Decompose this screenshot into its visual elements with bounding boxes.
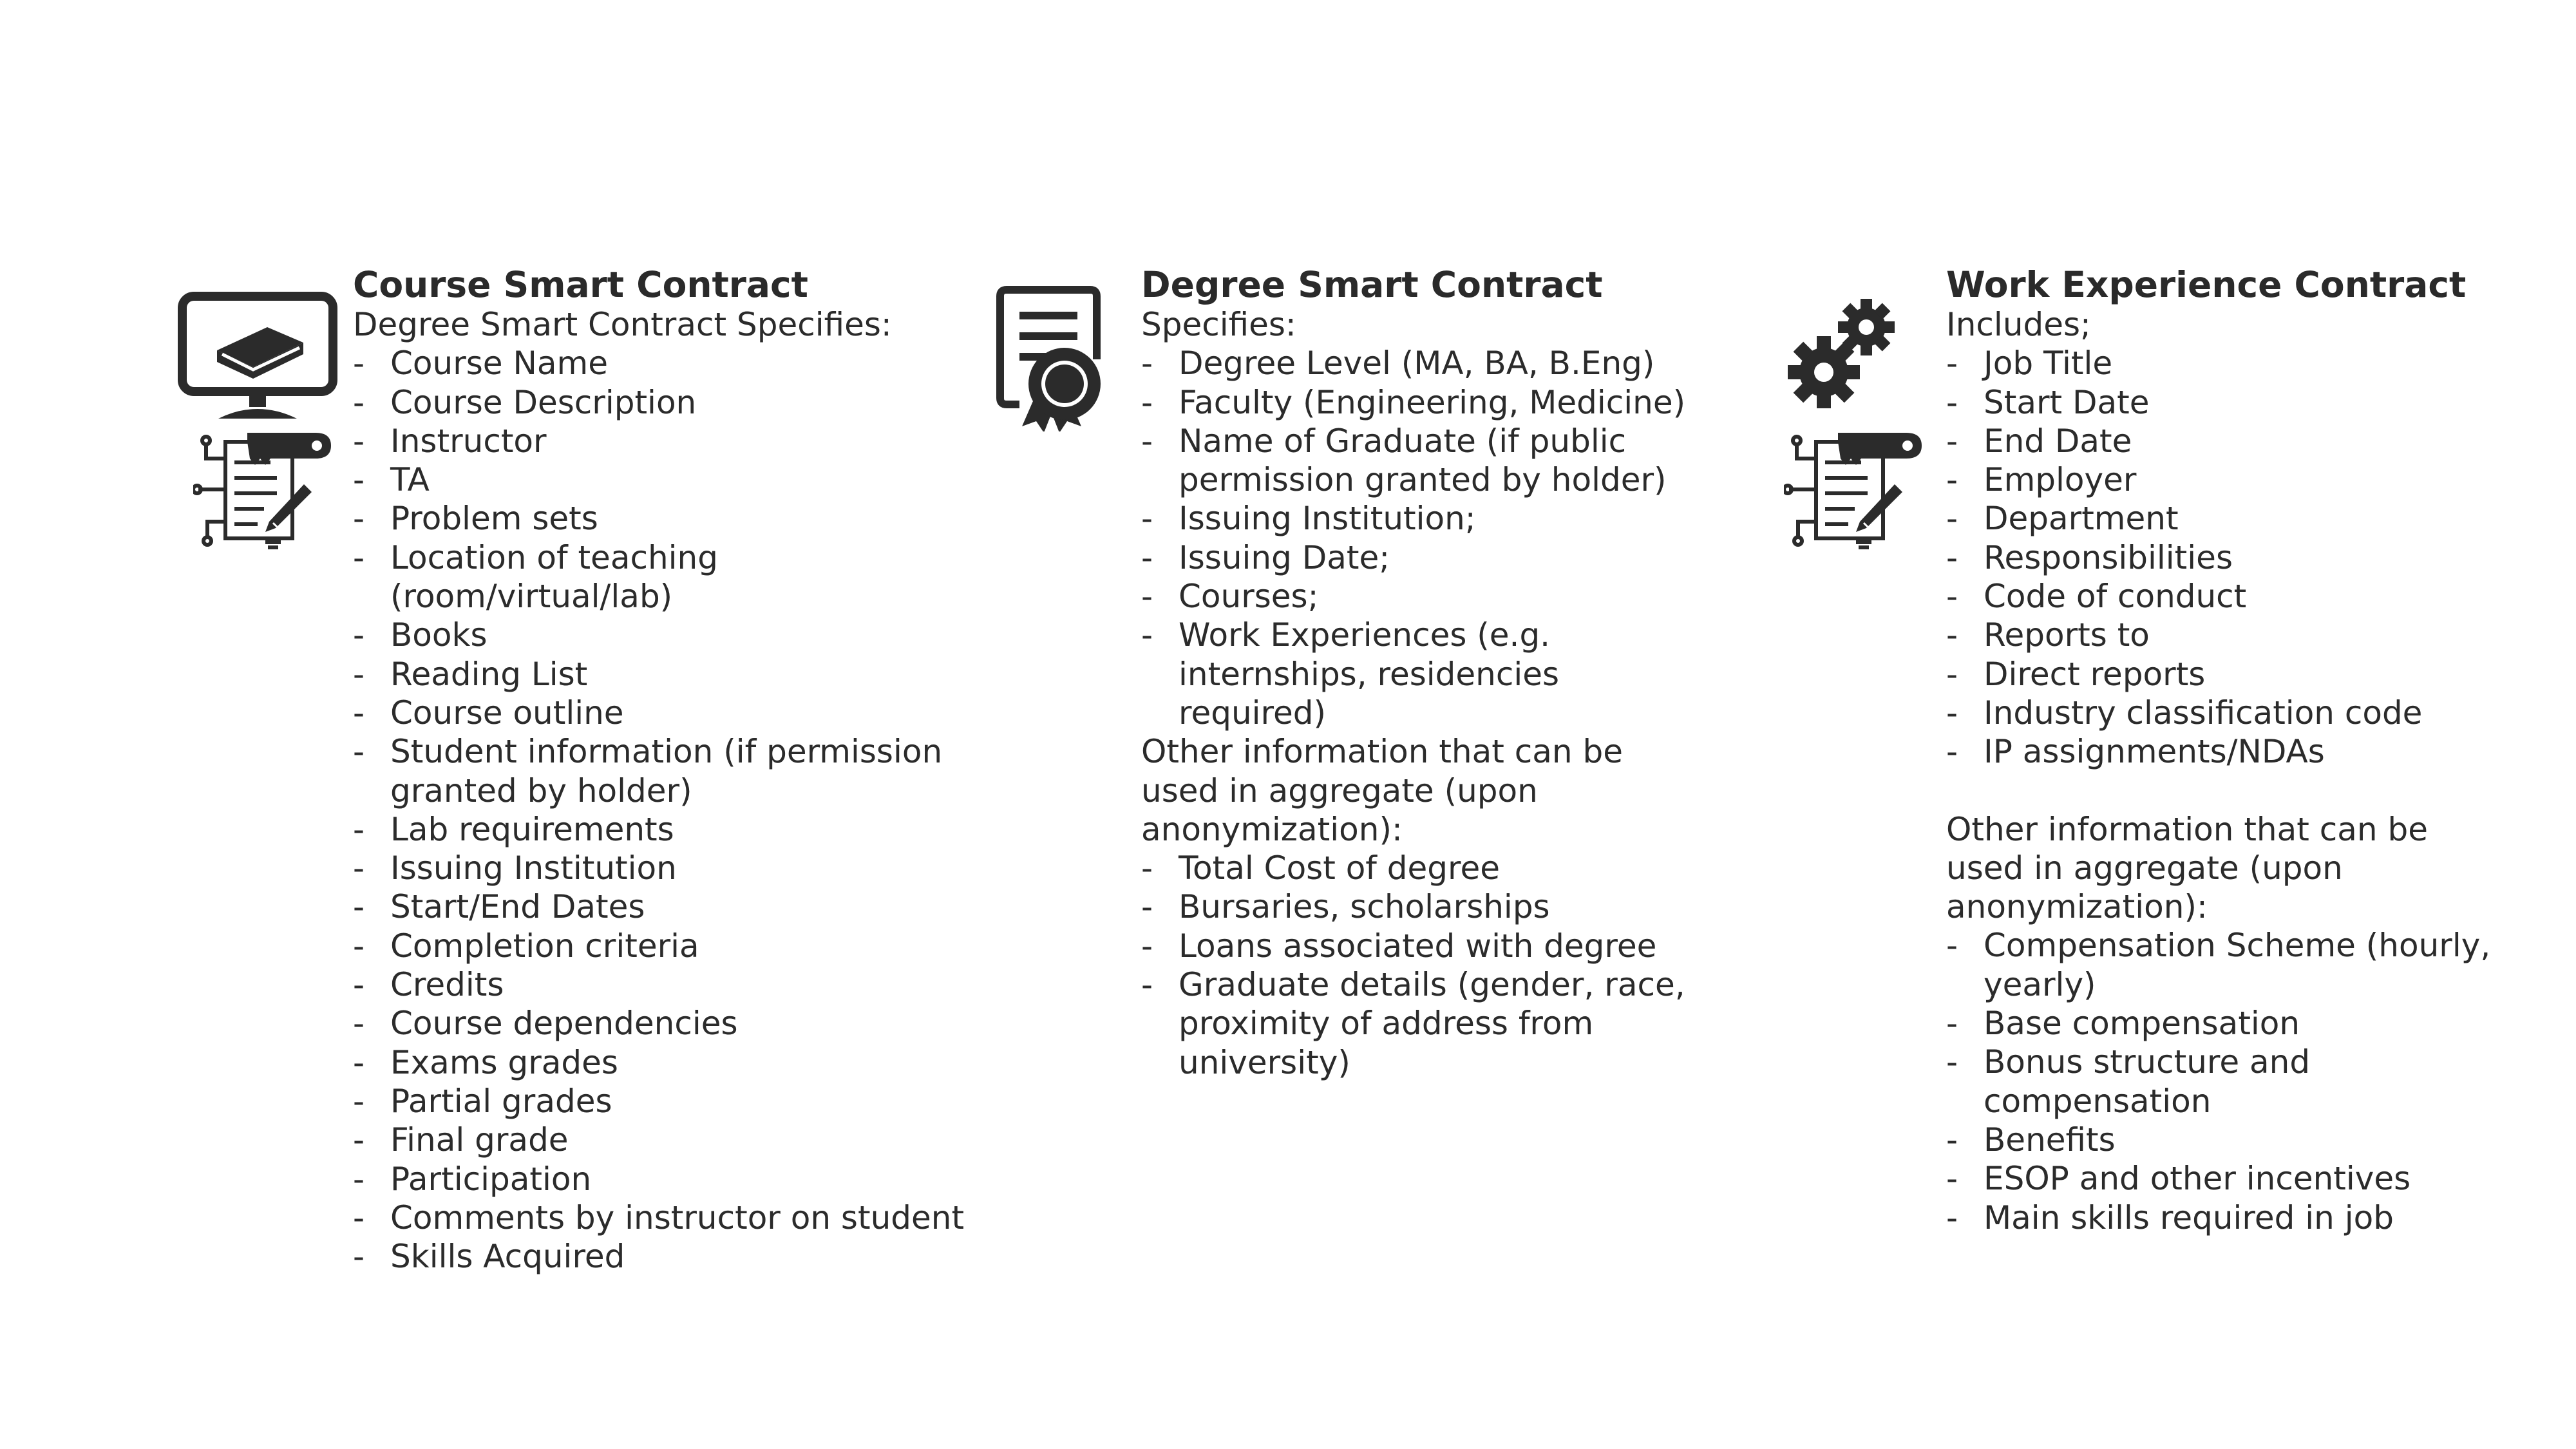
- list-item-text: Benefits: [1984, 1121, 2116, 1159]
- list-item: [353, 965, 984, 1004]
- work-text-block: [1946, 264, 2576, 1237]
- list-item-text: Issuing Institution: [390, 849, 677, 887]
- degree-intro: Specifies:: [1141, 306, 1296, 343]
- bullet-dash: -: [1946, 578, 1958, 616]
- list-item: [1946, 1043, 2576, 1121]
- bullet-dash: -: [1141, 500, 1153, 538]
- list-item: [1946, 538, 2576, 577]
- list-item-text: Issuing Date;: [1179, 538, 1390, 576]
- list-item-text: Student information (if permission granted by holder): [390, 733, 943, 810]
- list-item-text: End Date: [1984, 422, 2132, 460]
- work-other-items-list: [1946, 926, 2576, 1236]
- bullet-dash: -: [1946, 927, 1958, 965]
- bullet-dash: -: [353, 1121, 365, 1159]
- list-item: [1141, 422, 1772, 500]
- list-item-text: Work Experiences (e.g. internships, residencies required): [1179, 616, 1560, 732]
- list-item-text: ESOP and other incentives: [1984, 1160, 2411, 1198]
- list-item-text: Partial grades: [390, 1082, 612, 1120]
- bullet-dash: -: [353, 383, 365, 421]
- list-item: [353, 460, 984, 499]
- list-item: [1946, 732, 2576, 771]
- list-item: [353, 499, 984, 538]
- degree-items-list: [1141, 344, 1772, 732]
- list-item-text: Degree Level (MA, BA, B.Eng): [1179, 345, 1655, 383]
- list-item-text: Reading List: [390, 655, 588, 693]
- list-item-text: Code of conduct: [1984, 578, 2247, 616]
- list-item: [353, 1004, 984, 1043]
- bullet-dash: -: [353, 500, 365, 538]
- bullet-dash: -: [353, 1005, 365, 1043]
- list-item-text: Completion criteria: [390, 927, 699, 965]
- list-item-text: Skills Acquired: [390, 1238, 625, 1276]
- list-item: [1141, 577, 1772, 616]
- degree-column: [966, 0, 1686, 1449]
- bullet-dash: -: [353, 345, 365, 383]
- list-item-text: Faculty (Engineering, Medicine): [1179, 383, 1686, 421]
- course-column: [0, 0, 965, 1449]
- list-item: [353, 422, 984, 460]
- computer-monitor-book-icon: [177, 291, 338, 426]
- list-item: [1141, 927, 1772, 965]
- bullet-dash: -: [1946, 655, 1958, 693]
- list-item: [353, 694, 984, 732]
- bullet-dash: -: [1946, 538, 1958, 576]
- list-item: [353, 927, 984, 965]
- list-item-text: Course Description: [390, 383, 697, 421]
- bullet-dash: -: [1141, 616, 1153, 654]
- list-item: [1946, 926, 2576, 1004]
- list-item: [1141, 499, 1772, 538]
- list-item-text: Instructor: [390, 422, 547, 460]
- list-item: [353, 732, 984, 810]
- list-item: [353, 849, 984, 887]
- list-item: [1946, 577, 2576, 616]
- list-item: [353, 538, 984, 616]
- list-item-text: Employer: [1984, 461, 2137, 499]
- list-item-text: Loans associated with degree: [1179, 927, 1657, 965]
- list-item-text: Bonus structure and compensation: [1984, 1043, 2311, 1120]
- bullet-dash: -: [353, 966, 365, 1004]
- list-item: [1946, 694, 2576, 732]
- work-intro: Includes;: [1946, 306, 2091, 343]
- bullet-dash: -: [1946, 345, 1958, 383]
- list-item-text: Final grade: [390, 1121, 569, 1159]
- list-item-text: Start Date: [1984, 383, 2150, 421]
- list-item: [1141, 849, 1772, 887]
- list-item-text: Courses;: [1179, 578, 1319, 616]
- list-item: [353, 1198, 984, 1237]
- list-item-text: Main skills required in job: [1984, 1198, 2394, 1236]
- digital-contract-key-icon: [1784, 433, 1926, 552]
- list-item: [1946, 383, 2576, 422]
- list-item: [1946, 344, 2576, 383]
- list-item-text: Issuing Institution;: [1179, 500, 1476, 538]
- list-item-text: Problem sets: [390, 500, 598, 538]
- list-item-text: Graduate details (gender, race, proximity of address from university): [1179, 966, 1685, 1081]
- list-item-text: Comments by instructor on student: [390, 1198, 965, 1236]
- bullet-dash: -: [1946, 1005, 1958, 1043]
- course-intro: Degree Smart Contract Specifies:: [353, 306, 892, 343]
- list-item-text: Industry classification code: [1984, 694, 2423, 732]
- list-item: [1946, 499, 2576, 538]
- bullet-dash: -: [1946, 1160, 1958, 1198]
- course-items-list: [353, 344, 984, 1276]
- bullet-dash: -: [1141, 422, 1153, 460]
- list-item: [353, 616, 984, 654]
- list-item: [1946, 1121, 2576, 1159]
- list-item-text: Course dependencies: [390, 1005, 738, 1043]
- list-item-text: Start/End Dates: [390, 888, 645, 926]
- list-item-text: Base compensation: [1984, 1005, 2300, 1043]
- list-item: [353, 1043, 984, 1082]
- work-items-list: [1946, 344, 2576, 771]
- list-item: [1141, 965, 1772, 1082]
- list-item-text: Lab requirements: [390, 810, 674, 848]
- list-item-text: Job Title: [1984, 345, 2113, 383]
- list-item-text: Reports to: [1984, 616, 2150, 654]
- list-item: [1141, 616, 1772, 732]
- list-item-text: Name of Graduate (if public permission granted by holder): [1179, 422, 1667, 499]
- bullet-dash: -: [1141, 383, 1153, 421]
- list-item-text: IP assignments/NDAs: [1984, 733, 2325, 771]
- bullet-dash: -: [1946, 500, 1958, 538]
- work-other-intro: Other information that can be used in aggregate (upon anonymization):: [1946, 810, 2428, 926]
- list-item-text: Credits: [390, 966, 504, 1004]
- list-item-text: Compensation Scheme (hourly, yearly): [1984, 927, 2491, 1003]
- bullet-dash: -: [1141, 345, 1153, 383]
- list-item-text: Exams grades: [390, 1043, 618, 1081]
- list-item: [1946, 460, 2576, 499]
- list-item: [353, 1121, 984, 1159]
- bullet-dash: -: [1946, 1043, 1958, 1081]
- bullet-dash: -: [1141, 966, 1153, 1004]
- bullet-dash: -: [353, 1160, 365, 1198]
- list-item-text: Responsibilities: [1984, 538, 2233, 576]
- list-item: [353, 344, 984, 383]
- list-item-text: TA: [390, 461, 430, 499]
- list-item-text: Department: [1984, 500, 2179, 538]
- list-item-text: Location of teaching (room/virtual/lab): [390, 538, 718, 616]
- bullet-dash: -: [353, 538, 365, 576]
- course-text-block: [353, 264, 984, 1276]
- list-item-text: Participation: [390, 1160, 592, 1198]
- bullet-dash: -: [353, 1043, 365, 1081]
- bullet-dash: -: [353, 1238, 365, 1276]
- bullet-dash: -: [1946, 733, 1958, 771]
- bullet-dash: -: [1946, 1198, 1958, 1236]
- list-item: [1141, 538, 1772, 577]
- list-item: [1946, 1004, 2576, 1043]
- digital-contract-key-icon: [193, 433, 335, 552]
- bullet-dash: -: [353, 461, 365, 499]
- list-item: [353, 1082, 984, 1121]
- bullet-dash: -: [353, 1198, 365, 1236]
- list-item: [353, 1160, 984, 1198]
- bullet-dash: -: [353, 422, 365, 460]
- bullet-dash: -: [353, 733, 365, 771]
- bullet-dash: -: [353, 694, 365, 732]
- list-item-text: Direct reports: [1984, 655, 2206, 693]
- degree-other-intro: Other information that can be used in aggregate (upon anonymization):: [1141, 733, 1623, 848]
- list-item: [353, 655, 984, 694]
- bullet-dash: -: [1946, 461, 1958, 499]
- bullet-dash: -: [1946, 616, 1958, 654]
- degree-title: Degree Smart Contract: [1141, 264, 1603, 305]
- course-title: Course Smart Contract: [353, 264, 808, 305]
- bullet-dash: -: [1141, 538, 1153, 576]
- list-item: [1946, 616, 2576, 654]
- degree-text-block: [1141, 264, 1772, 1082]
- bullet-dash: -: [1946, 422, 1958, 460]
- list-item: [1141, 383, 1772, 422]
- bullet-dash: -: [1141, 578, 1153, 616]
- list-item: [1141, 887, 1772, 926]
- list-item: [353, 887, 984, 926]
- gears-icon: [1784, 296, 1913, 412]
- list-item: [1946, 1198, 2576, 1237]
- list-item: [1946, 655, 2576, 694]
- bullet-dash: -: [1946, 1121, 1958, 1159]
- bullet-dash: -: [353, 1082, 365, 1120]
- list-item-text: Bursaries, scholarships: [1179, 888, 1550, 926]
- bullet-dash: -: [353, 927, 365, 965]
- list-item-text: Course Name: [390, 345, 608, 383]
- bullet-dash: -: [1946, 694, 1958, 732]
- bullet-dash: -: [1946, 383, 1958, 421]
- bullet-dash: -: [353, 810, 365, 848]
- list-item: [1946, 1159, 2576, 1198]
- degree-other-items-list: [1141, 849, 1772, 1082]
- list-item: [1141, 344, 1772, 383]
- list-item: [353, 383, 984, 422]
- list-item: [1946, 422, 2576, 460]
- bullet-dash: -: [1141, 927, 1153, 965]
- bullet-dash: -: [353, 849, 365, 887]
- list-item-text: Course outline: [390, 694, 624, 732]
- list-item-text: Total Cost of degree: [1179, 849, 1501, 887]
- bullet-dash: -: [353, 616, 365, 654]
- section-spacer: [1946, 772, 2576, 810]
- list-item-text: Books: [390, 616, 488, 654]
- bullet-dash: -: [1141, 849, 1153, 887]
- list-item: [353, 1237, 984, 1276]
- work-column: [1771, 0, 2491, 1449]
- bullet-dash: -: [353, 655, 365, 693]
- bullet-dash: -: [1141, 888, 1153, 926]
- list-item: [353, 810, 984, 849]
- certificate-diploma-icon: [994, 283, 1110, 431]
- bullet-dash: -: [353, 888, 365, 926]
- work-title: Work Experience Contract: [1946, 264, 2467, 305]
